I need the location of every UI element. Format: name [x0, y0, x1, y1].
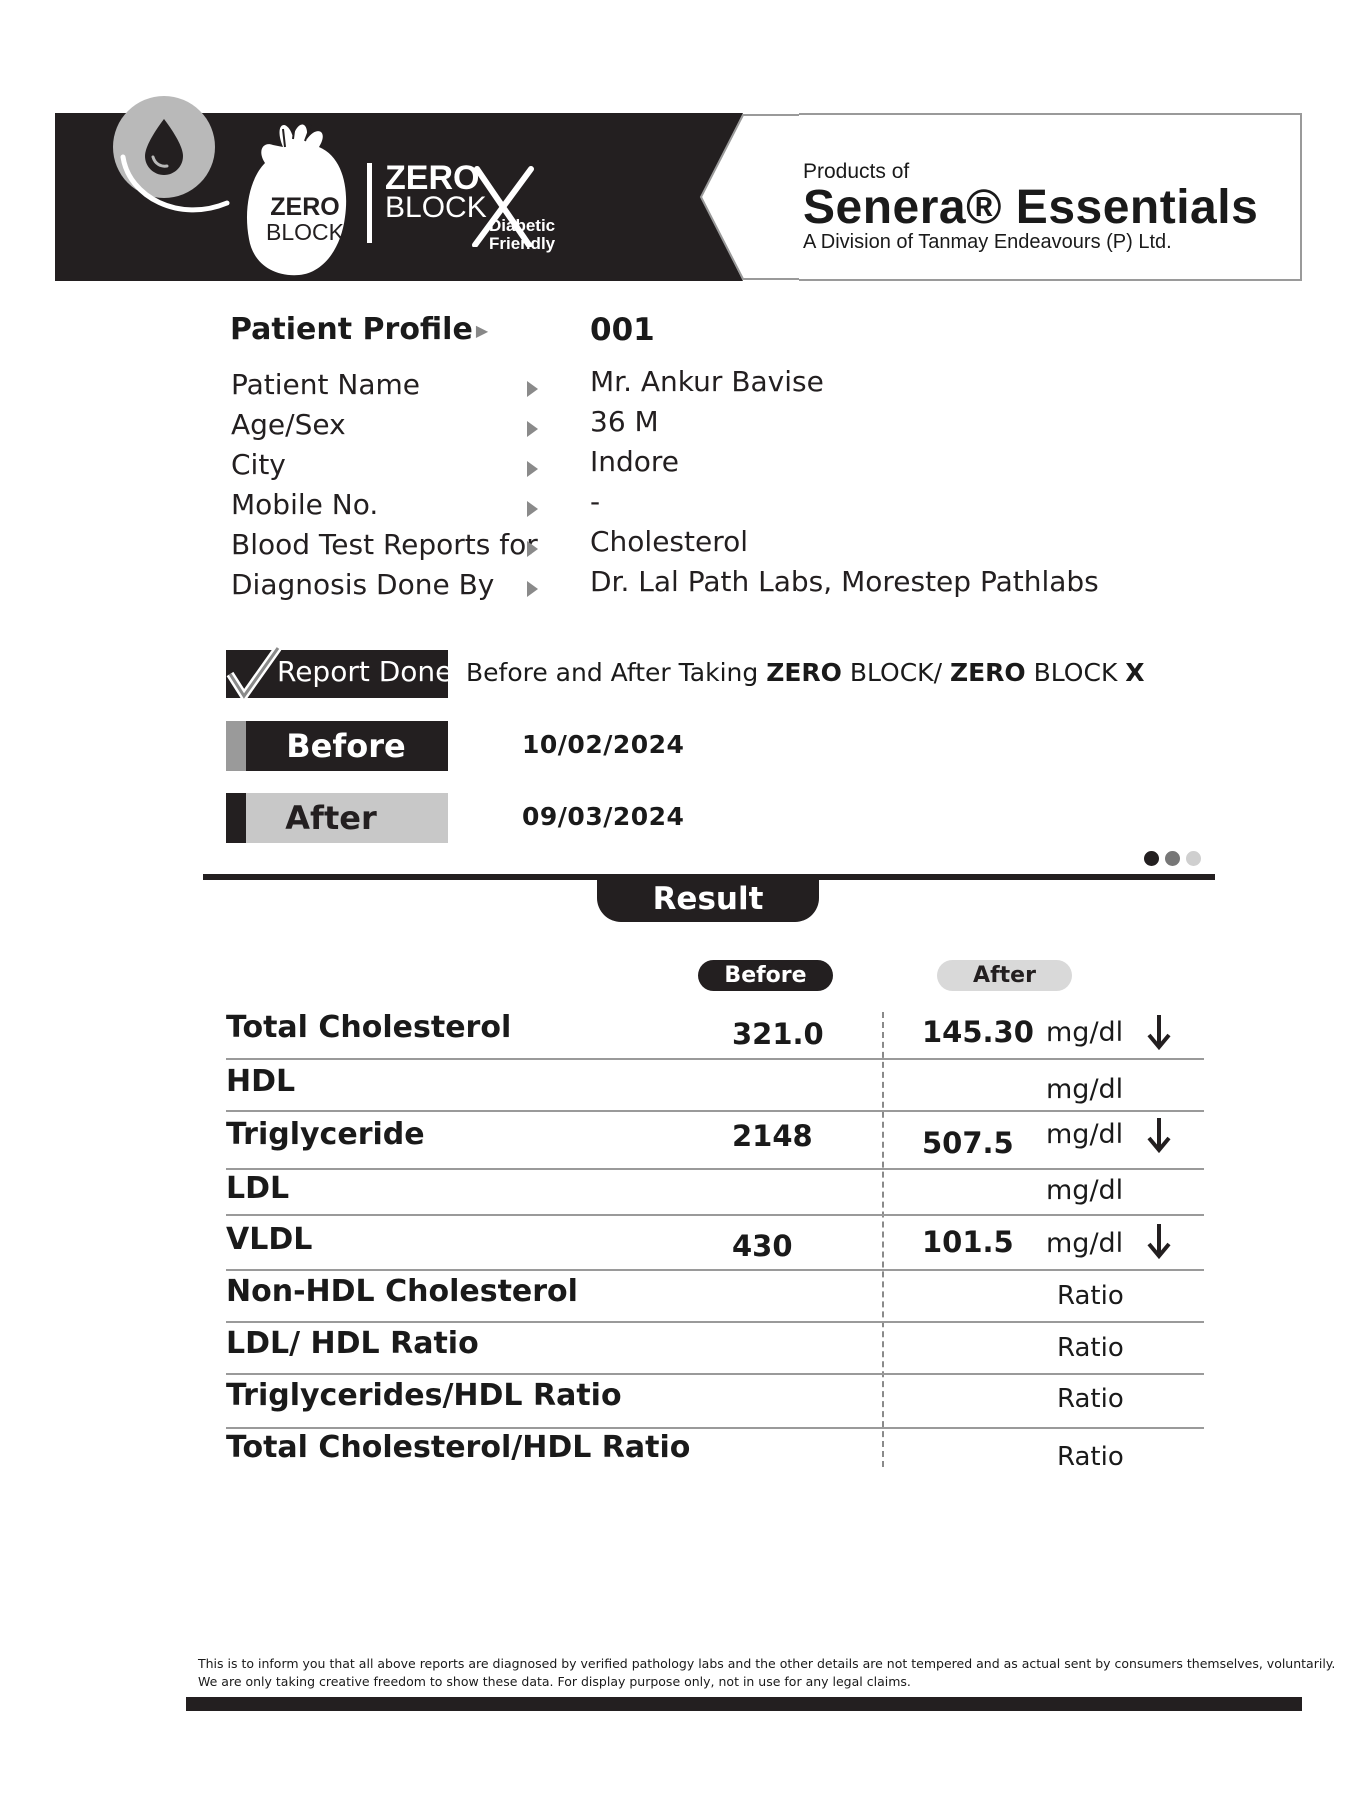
triangle-right-icon — [527, 501, 538, 517]
profile-label-name: Patient Name — [231, 368, 420, 401]
row-name: Non-HDL Cholesterol — [226, 1274, 578, 1309]
result-title: Result — [597, 876, 819, 922]
table-row — [226, 1112, 1204, 1170]
patient-profile-title — [230, 312, 488, 347]
logo-block-text: BLOCK — [266, 219, 344, 245]
dot-1 — [1144, 851, 1159, 866]
brand-divider — [367, 163, 372, 243]
swoosh-icon — [119, 151, 231, 221]
profile-label-city: City — [231, 448, 286, 481]
down-arrow-icon — [1146, 1222, 1172, 1260]
profile-title-text: Patient Profile — [230, 312, 473, 347]
company-division: A Division of Tanmay Endeavours (P) Ltd. — [803, 231, 1172, 253]
brand-block-text: BLOCK — [385, 191, 487, 224]
column-after-pill: After — [937, 960, 1072, 991]
row-unit: mg/dl — [1046, 1017, 1124, 1048]
report-note — [466, 658, 1145, 687]
before-label: Before — [286, 727, 406, 765]
row-unit: Ratio — [1057, 1281, 1124, 1311]
note-block-1: BLOCK/ — [841, 658, 950, 687]
table-row — [226, 1005, 1204, 1060]
after-label: After — [285, 799, 377, 837]
row-after-value: 101.5 — [922, 1225, 1014, 1259]
heart-logo-text — [260, 195, 350, 244]
triangle-right-icon: ▶ — [475, 321, 489, 340]
down-arrow-icon — [1146, 1116, 1172, 1154]
brand-zero-text: ZERO — [385, 159, 480, 197]
profile-label-mobile: Mobile No. — [231, 488, 379, 521]
dot-3 — [1186, 851, 1201, 866]
row-name: VLDL — [226, 1222, 313, 1257]
row-name: Triglyceride — [226, 1117, 425, 1152]
tagline-line2: Friendly — [489, 233, 556, 253]
profile-value-diagnosis: Dr. Lal Path Labs, Morestep Pathlabs — [590, 565, 1099, 598]
row-name: Total Cholesterol/HDL Ratio — [226, 1430, 691, 1465]
table-row — [226, 1170, 1204, 1216]
profile-value-mobile: - — [590, 485, 601, 518]
table-row — [226, 1323, 1204, 1375]
row-unit: Ratio — [1057, 1333, 1124, 1363]
row-before-value: 321.0 — [732, 1017, 824, 1051]
note-zero-1: ZERO — [766, 658, 842, 687]
row-before-value: 2148 — [732, 1119, 813, 1153]
row-after-value: 507.5 — [922, 1126, 1014, 1160]
footer-bar — [186, 1697, 1302, 1711]
profile-value-age-sex: 36 M — [590, 405, 659, 438]
row-name: LDL — [226, 1171, 290, 1206]
profile-value-test: Cholesterol — [590, 525, 749, 558]
tagline-line1: Diabetic — [489, 216, 556, 235]
triangle-right-icon — [527, 541, 538, 557]
table-row — [226, 1216, 1204, 1271]
note-prefix: Before and After Taking — [466, 658, 767, 687]
row-name: HDL — [226, 1064, 296, 1099]
triangle-right-icon — [527, 461, 538, 477]
row-unit: Ratio — [1057, 1384, 1124, 1414]
table-row — [226, 1375, 1204, 1429]
triangle-right-icon — [527, 421, 538, 437]
disclaimer — [198, 1655, 1336, 1691]
row-name: Triglycerides/HDL Ratio — [226, 1378, 622, 1413]
table-row — [226, 1429, 1204, 1479]
profile-label-test: Blood Test Reports for — [231, 528, 538, 561]
note-x: X — [1125, 658, 1145, 687]
note-block-2: BLOCK — [1025, 658, 1126, 687]
row-unit: mg/dl — [1046, 1175, 1124, 1206]
row-unit: mg/dl — [1046, 1119, 1124, 1150]
patient-id: 001 — [590, 312, 655, 348]
row-name: Total Cholesterol — [226, 1010, 512, 1045]
table-row — [226, 1060, 1204, 1112]
triangle-right-icon — [527, 581, 538, 597]
profile-value-city: Indore — [590, 445, 680, 478]
profile-label-diagnosis: Diagnosis Done By — [231, 568, 495, 601]
down-arrow-icon — [1146, 1013, 1172, 1051]
row-name: LDL/ HDL Ratio — [226, 1326, 479, 1361]
company-name: Senera® Essentials — [803, 181, 1259, 234]
profile-value-name: Mr. Ankur Bavise — [590, 365, 824, 398]
row-before-value: 430 — [732, 1229, 793, 1263]
checkmark-icon — [226, 644, 282, 702]
row-after-value: 145.30 — [922, 1015, 1034, 1049]
note-zero-2: ZERO — [949, 658, 1026, 687]
profile-label-age-sex: Age/Sex — [231, 408, 346, 441]
triangle-right-icon — [527, 381, 538, 397]
products-of-label: Products of — [803, 160, 910, 183]
report-done-label: Report Done — [277, 655, 453, 688]
before-date: 10/02/2024 — [522, 730, 685, 759]
dot-2 — [1165, 851, 1180, 866]
header-banner — [55, 113, 1302, 281]
disclaimer-line-1: This is to inform you that all above reports are diagnosed by verified pathology labs and the other details are not tempered and as actual sent by consumers themselves, voluntarily. — [198, 1656, 1336, 1671]
logo-zero-text: ZERO — [270, 193, 340, 221]
after-date: 09/03/2024 — [522, 802, 685, 831]
table-row — [226, 1271, 1204, 1323]
column-before-pill: Before — [698, 960, 833, 991]
brand-tagline — [489, 217, 555, 253]
row-unit: mg/dl — [1046, 1074, 1124, 1105]
disclaimer-line-2: We are only taking creative freedom to show these data. For display purpose only, not in use for any legal claims. — [198, 1674, 911, 1689]
row-unit: Ratio — [1057, 1442, 1124, 1472]
row-unit: mg/dl — [1046, 1228, 1124, 1259]
header-notch-shape — [687, 113, 799, 281]
